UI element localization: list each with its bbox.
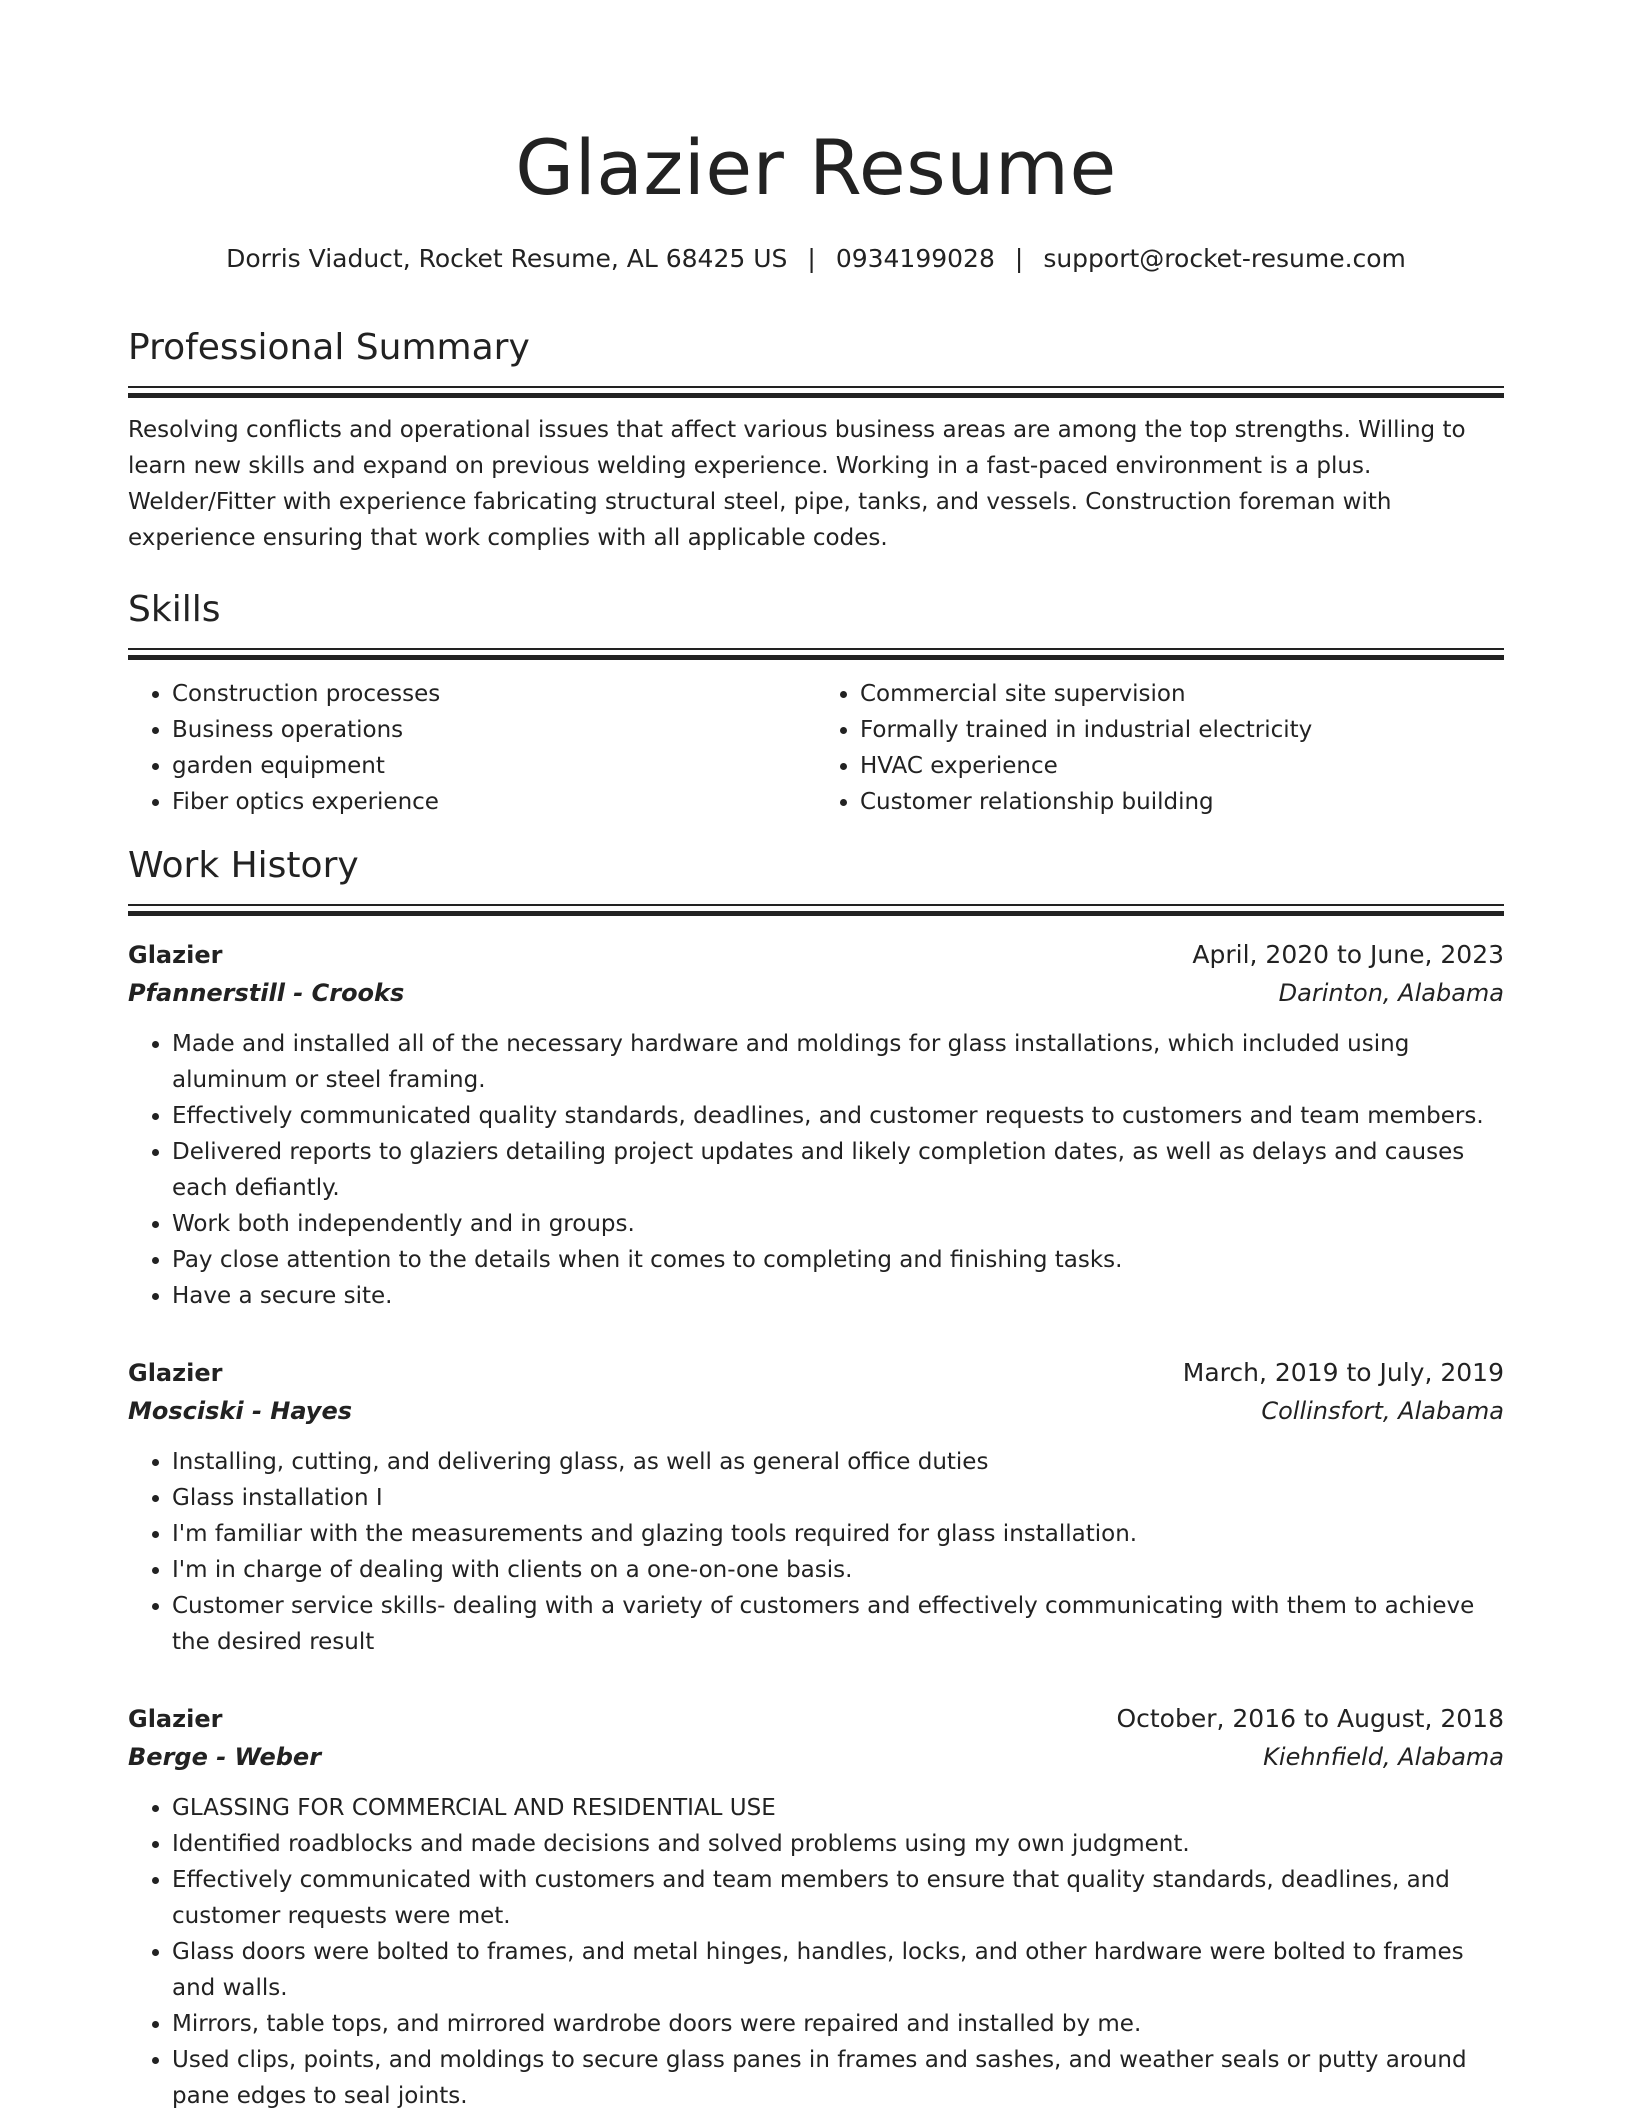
job-bullet: • Customer service skills- dealing with a variety of customers and effectively communicating with them to achieve the desired result bbox=[172, 1588, 1504, 1660]
job-header-row bbox=[128, 936, 1504, 974]
job-header-row bbox=[128, 1354, 1504, 1392]
section-heading-summary: Professional Summary bbox=[128, 327, 530, 368]
job-dates: October, 2016 to August, 2018 bbox=[1116, 1704, 1504, 1733]
contact-address: Dorris Viaduct, Rocket Resume, AL 68425 US bbox=[226, 244, 788, 273]
job-title: Glazier bbox=[128, 941, 223, 969]
professional-summary-section bbox=[128, 324, 1504, 556]
job-bullets bbox=[128, 1444, 1504, 1660]
job-company-row bbox=[128, 1392, 1504, 1430]
summary-text: Resolving conflicts and operational issues that affect various business areas are among the top strengths. Willing to learn new skills and expand on previous welding experience. Working in a fast-paced environment is a plus. Welder/Fitter with experience fabricating structural steel, pipe, tanks, and vessels. Construction foreman with experience ensuring that work complies with all applicable codes. bbox=[128, 417, 1466, 551]
job-bullets bbox=[128, 1790, 1504, 2114]
skill-item: • HVAC experience bbox=[860, 748, 1504, 784]
contact-phone: 0934199028 bbox=[835, 244, 995, 273]
job-bullet: • I'm familiar with the measurements and glazing tools required for glass installation. bbox=[172, 1516, 1504, 1552]
contact-separator: | bbox=[807, 244, 816, 273]
skill-item: • Commercial site supervision bbox=[860, 676, 1504, 712]
job-entry bbox=[128, 936, 1504, 1314]
job-bullet: • Mirrors, table tops, and mirrored wardrobe doors were repaired and installed by me. bbox=[172, 2006, 1504, 2042]
job-bullet: • Installing, cutting, and delivering glass, as well as general office duties bbox=[172, 1444, 1504, 1480]
job-company-row bbox=[128, 1738, 1504, 1776]
job-location: Darinton, Alabama bbox=[1278, 979, 1504, 1007]
job-location: Collinsfort, Alabama bbox=[1261, 1397, 1504, 1425]
job-bullet: • Delivered reports to glaziers detailing project updates and likely completion dates, as well as delays and causes each defiantly. bbox=[172, 1134, 1504, 1206]
job-bullet: • Used clips, points, and moldings to secure glass panes in frames and sashes, and weather seals or putty around pane edges to seal joints. bbox=[172, 2042, 1504, 2114]
skills-section bbox=[128, 586, 1504, 820]
job-title: Glazier bbox=[128, 1705, 223, 1733]
section-divider bbox=[128, 386, 1504, 400]
skill-item: • garden equipment bbox=[172, 748, 816, 784]
job-entry bbox=[128, 1354, 1504, 1660]
job-dates: March, 2019 to July, 2019 bbox=[1182, 1358, 1504, 1387]
job-company: Pfannerstill - Crooks bbox=[128, 979, 405, 1007]
job-company: Mosciski - Hayes bbox=[128, 1397, 353, 1425]
section-divider bbox=[128, 904, 1504, 918]
skills-column-left bbox=[128, 676, 816, 820]
job-company-row bbox=[128, 974, 1504, 1012]
job-bullet: • Have a secure site. bbox=[172, 1278, 1504, 1314]
section-heading-work-history: Work History bbox=[128, 845, 359, 886]
job-bullet: • Pay close attention to the details when it comes to completing and finishing tasks. bbox=[172, 1242, 1504, 1278]
job-entry bbox=[128, 1700, 1504, 2114]
skill-item: • Business operations bbox=[172, 712, 816, 748]
contact-separator: | bbox=[1014, 244, 1024, 273]
job-bullet: • Made and installed all of the necessary hardware and moldings for glass installations, which included using aluminum or steel framing. bbox=[172, 1026, 1504, 1098]
skill-item: • Customer relationship building bbox=[860, 784, 1504, 820]
job-dates: April, 2020 to June, 2023 bbox=[1192, 940, 1504, 969]
skill-item: • Fiber optics experience bbox=[172, 784, 816, 820]
job-bullet: • Glass doors were bolted to frames, and metal hinges, handles, locks, and other hardware were bolted to frames and walls. bbox=[172, 1934, 1504, 2006]
job-bullet: • Work both independently and in groups. bbox=[172, 1206, 1504, 1242]
skill-item: • Formally trained in industrial electricity bbox=[860, 712, 1504, 748]
job-title: Glazier bbox=[128, 1359, 223, 1387]
skills-column-right bbox=[816, 676, 1504, 820]
job-bullet: • Glass installation I bbox=[172, 1480, 1504, 1516]
skill-item: • Construction processes bbox=[172, 676, 816, 712]
job-company: Berge - Weber bbox=[128, 1743, 322, 1771]
contact-line bbox=[128, 242, 1504, 276]
job-bullets bbox=[128, 1026, 1504, 1314]
contact-email[interactable]: support@rocket-resume.com bbox=[1043, 244, 1406, 273]
job-location: Kiehnfield, Alabama bbox=[1263, 1743, 1504, 1771]
resume-title: Glazier Resume bbox=[515, 123, 1117, 212]
work-history-section bbox=[128, 842, 1504, 2114]
section-divider bbox=[128, 648, 1504, 662]
job-bullet: • Effectively communicated with customers and team members to ensure that quality standards, deadlines, and customer requests were met. bbox=[172, 1862, 1504, 1934]
skills-grid bbox=[128, 676, 1504, 820]
job-header-row bbox=[128, 1700, 1504, 1738]
job-bullet: • I'm in charge of dealing with clients on a one-on-one basis. bbox=[172, 1552, 1504, 1588]
job-bullet: • Identified roadblocks and made decisions and solved problems using my own judgment. bbox=[172, 1826, 1504, 1862]
section-heading-skills: Skills bbox=[128, 589, 221, 630]
job-bullet: • Effectively communicated quality standards, deadlines, and customer requests to customers and team members. bbox=[172, 1098, 1504, 1134]
job-bullet: • GLASSING FOR COMMERCIAL AND RESIDENTIAL USE bbox=[172, 1790, 1504, 1826]
